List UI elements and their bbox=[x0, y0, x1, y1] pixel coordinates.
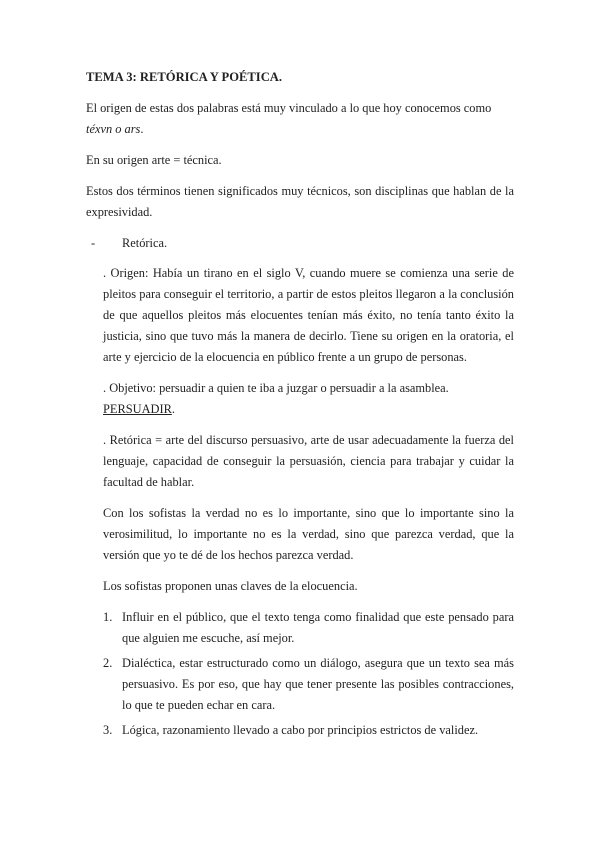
list-item-text: Influir en el público, que el texto tenga como finalidad que este pensado para que alguien me escuche, así mejor. bbox=[122, 610, 514, 645]
sofistas-paragraph: Con los sofistas la verdad no es lo importante, sino que lo importante sino la verosimilitud, lo importante no es la verdad, sino que parezca verdad, que la versión que yo te dé de los hechos parezca verdad. bbox=[103, 506, 514, 562]
retorica-definition: . Retórica = arte del discurso persuasivo, arte de usar adecuadamente la fuerza del lenguaje, capacidad de conseguir la persuasión, ciencia para trabajar y cuidar la facultad de hablar. bbox=[103, 433, 514, 489]
list-item bbox=[86, 653, 514, 716]
objetivo-paragraph bbox=[86, 378, 514, 420]
dash-list-item bbox=[86, 233, 514, 254]
origen-paragraph: . Origen: Había un tirano en el siglo V, cuando muere se comienza una serie de pleitos para conseguir el territorio, a partir de estos pleitos llegaron a la conclusión de que aquellos pleitos más elocuentes tenían más éxito, no tenía tanto éxito la justicia, sino que tuvo más la manera de decirlo. Tiene su origen en la oratoria, el arte y ejercicio de la elocuencia en público frente a un grupo de personas. bbox=[103, 266, 514, 364]
dash-marker: - bbox=[91, 236, 96, 250]
claves-list bbox=[86, 607, 514, 741]
intro-end: . bbox=[140, 122, 144, 136]
intro-text: El origen de estas dos palabras está muy vinculado a lo que hoy conocemos como bbox=[86, 101, 492, 115]
list-item-number: 2. bbox=[103, 656, 113, 670]
greek-term: téxvn o ars bbox=[86, 122, 141, 136]
list-item-text: Lógica, razonamiento llevado a cabo por principios estrictos de validez. bbox=[122, 723, 479, 737]
objetivo-text: . Objetivo: persuadir a quien te iba a juzgar o persuadir a la asamblea. bbox=[103, 381, 449, 395]
terms-paragraph: Estos dos términos tienen significados muy técnicos, son disciplinas que hablan de la expresividad. bbox=[86, 184, 514, 219]
dash-item-label: Retórica. bbox=[122, 236, 168, 250]
list-item bbox=[86, 607, 514, 649]
intro-paragraph bbox=[86, 98, 514, 140]
document-page bbox=[86, 66, 514, 745]
list-item-number: 1. bbox=[103, 610, 113, 624]
origin-line: En su origen arte = técnica. bbox=[86, 153, 222, 167]
list-item bbox=[86, 720, 514, 741]
list-item-number: 3. bbox=[103, 723, 113, 737]
persuadir-keyword: PERSUADIR bbox=[103, 402, 172, 416]
list-item-text: Dialéctica, estar estructurado como un diálogo, asegura que un texto sea más persuasivo. Es por eso, que hay que tener presente las posibles contracciones, lo que te pueden echar en cara. bbox=[122, 656, 514, 712]
page-title: TEMA 3: RETÓRICA Y POÉTICA. bbox=[86, 70, 283, 84]
objetivo-end: . bbox=[171, 402, 175, 416]
claves-intro: Los sofistas proponen unas claves de la elocuencia. bbox=[103, 579, 358, 593]
